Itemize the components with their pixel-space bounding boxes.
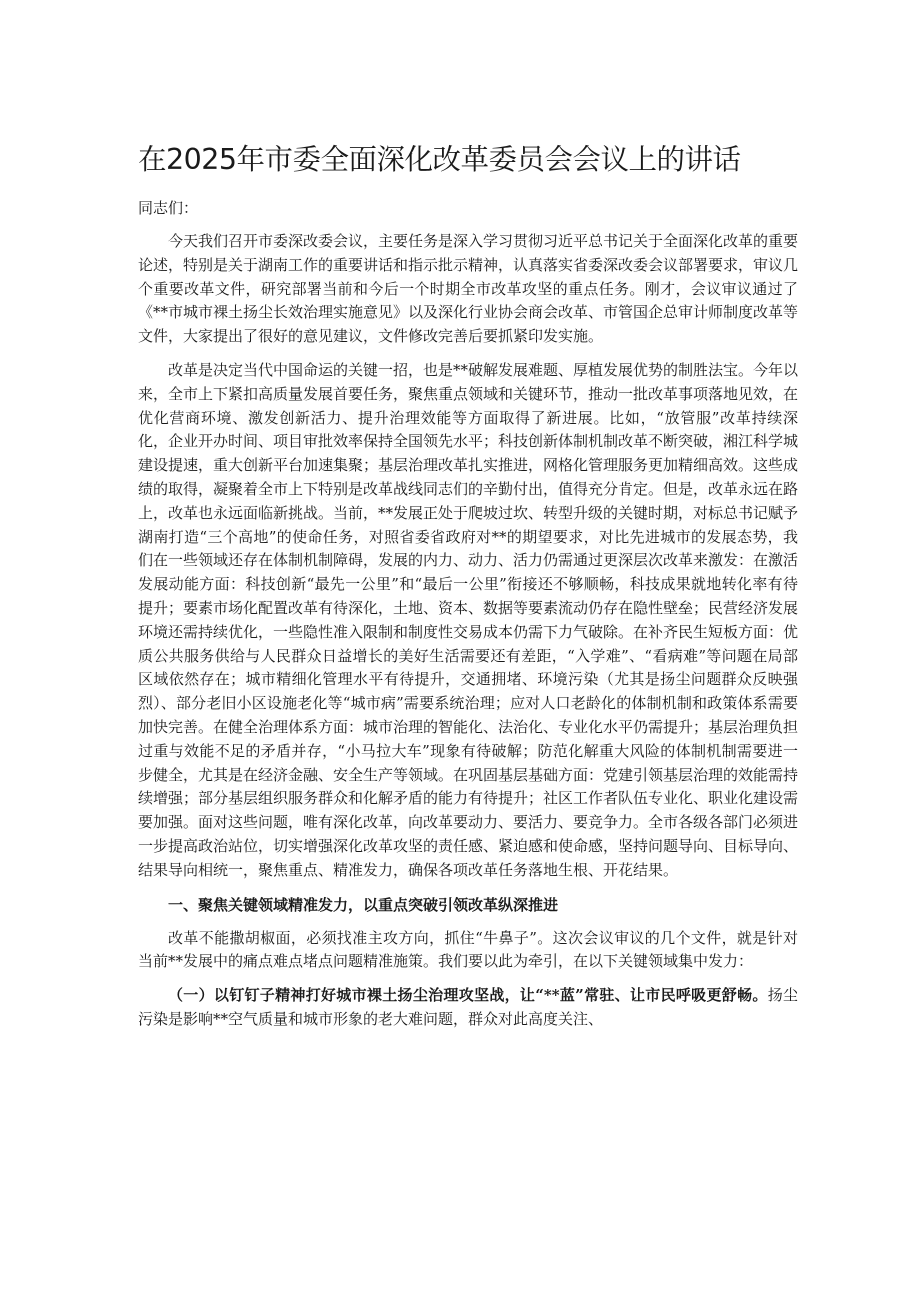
section-one-heading: 一、聚焦关键领域精准发力，以重点突破引领改革纵深推进 bbox=[168, 895, 559, 914]
paragraph-reform-situation: 改革是决定当代中国命运的关键一招，也是**破解发展难题、厚植发展优势的制胜法宝。今年以来，全市上下紧扣高质量发展首要任务，聚焦重点领域和关键环节，推动一批改革事项落地见效，在优化营商环境、激发创新活力、提升治理效能等方面取得了新进展。比如，“放管服”改革持续深化，企业开办时间、项目审批效率保持全国领先水平；科技创新体制机制改革不断突破，湘江科学城建设提速，重大创新平台加速集聚；基层治理改革扎实推进，网格化管理服务更加精细高效。这些成绩的取得，凝聚着全市上下特别是改革战线同志们的辛勤付出，值得充分肯定。但是，改革永远在路上，改革也永远面临新挑战。当前，**发展正处于爬坡过坎、转型升级的关键时期，对标总书记赋予湖南打造“三个高地”的使命任务，对照省委省政府对**的期望要求，对比先进城市的发展态势，我们在一些领域还存在体制机制障碍，发展的内力、动力、活力仍需通过更深层次改革来激发：在激活发展动能方面：科技创新“最先一公里”和“最后一公里”衔接还不够顺畅，科技成果就地转化率有待提升；要素市场化配置改革有待深化，土地、资本、数据等要素流动仍存在隐性壁垒；民营经济发展环境还需持续优化，一些隐性准入限制和制度性交易成本仍需下力气破除。在补齐民生短板方面：优质公共服务供给与人民群众日益增长的美好生活需要还有差距，“入学难”、“看病难”等问题在局部区域依然存在；城市精细化管理水平有待提升，交通拥堵、环境污染（尤其是扬尘问题群众反映强烈）、部分老旧小区设施老化等“城市病”需要系统治理；应对人口老龄化的体制机制和政策体系需要加快完善。在健全治理体系方面：城市治理的智能化、法治化、专业化水平仍需提升；基层治理负担过重与效能不足的矛盾并存，“小马拉大车”现象有待破解；防范化解重大风险的体制机制需要进一步健全，尤其是在经济金融、安全生产等领域。在巩固基层基础方面：党建引领基层治理的效能需持续增强；部分基层组织服务群众和化解矛盾的能力有待提升；社区工作者队伍专业化、职业化建设需要加强。面对这些问题，唯有深化改革，向改革要动力、要活力、要竞争力。全市各级各部门必须进一步提高政治站位，切实增强深化改革攻坚的责任感、紧迫感和使命感，坚持问题导向、目标导向、结果导向相统一，聚焦重点、精准发力，确保各项改革任务落地生根、开花结果。 bbox=[138, 360, 799, 879]
subsection-one-heading: （一）以钉钉子精神打好城市裸土扬尘治理攻坚战，让“**蓝”常驻、让市民呼吸更舒畅。 bbox=[168, 986, 768, 1005]
salutation: 同志们： bbox=[138, 199, 199, 217]
document-title: 在2025年市委全面深化改革委员会会议上的讲话 bbox=[138, 143, 741, 176]
subsection-one-paragraph bbox=[138, 984, 798, 1032]
document-body bbox=[138, 230, 798, 1042]
section-one-intro: 改革不能撒胡椒面，必须找准主攻方向，抓住“牛鼻子”。这次会议审议的几个文件，就是针对当前**发展中的痛点难点堵点问题精准施策。我们要以此为牵引，在以下关键领域集中发力： bbox=[138, 928, 798, 971]
subsection-one-text: 扬尘污染是影响**空气质量和城市形象的老大难问题，群众对此高度关注、 bbox=[138, 986, 798, 1028]
paragraph-opening: 今天我们召开市委深改委会议，主要任务是深入学习贯彻习近平总书记关于全面深化改革的重要论述，特别是关于湖南工作的重要讲话和指示批示精神，认真落实省委深改委会议部署要求，审议几个重要改革文件，研究部署当前和今后一个时期全市改革攻坚的重点任务。刚才，会议审议通过了《**市城市裸土扬尘长效治理实施意见》以及深化行业协会商会改革、市管国企总审计师制度改革等文件，大家提出了很好的意见建议，文件修改完善后要抓紧印发实施。 bbox=[138, 232, 799, 346]
